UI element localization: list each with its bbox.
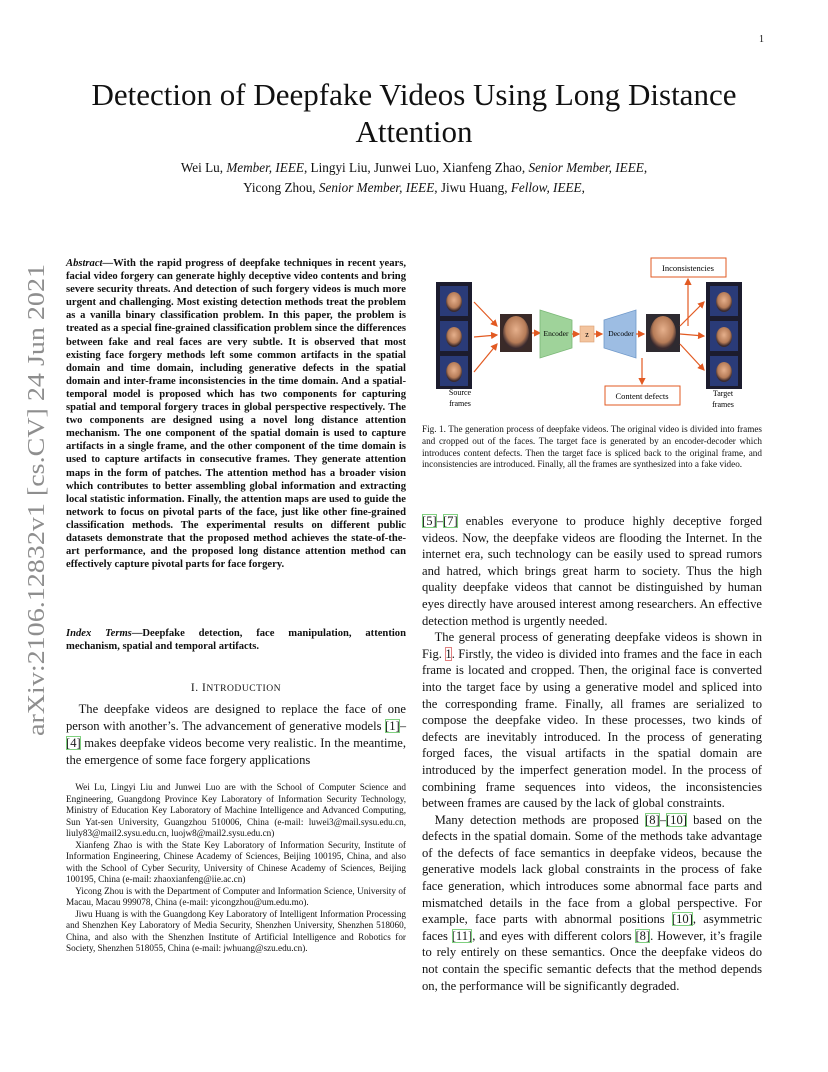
- citation-link[interactable]: [10]: [671, 912, 693, 927]
- author-role: Senior Member, IEEE: [318, 180, 435, 195]
- author-names: Yicong Zhou,: [243, 180, 319, 195]
- citation-link[interactable]: [4]: [66, 736, 81, 750]
- intro-text: The deepfake videos are designed to replace the face of one person with another’s. The advancement of generative models: [66, 702, 406, 733]
- paragraph-text: . Firstly, the video is divided into frames and the face in each frame is located and cropped. Then, the original face is converted into the target face by using a generative model and spliced into the corresponding frame. Finally, all frames are serialized to compose the deepfake video. In these processes, two kinds of defects are inevitably introduced. In the process of generating forged faces, the visual artifacts in the spatial domain are introduced by the imperfect generation model. In the process of combining frame sequences into videos, the inconsistencies between frames are caused by the lack of global constraints.: [422, 646, 762, 811]
- index-terms: [66, 627, 406, 653]
- author-names: ,: [581, 180, 585, 195]
- author-footnotes: [66, 782, 406, 955]
- section-title-first: I: [201, 682, 207, 694]
- paragraph: [422, 812, 762, 995]
- target-frames-label-line2: frames: [712, 400, 734, 409]
- paper-title: Detection of Deepfake Videos Using Long Distance Attention: [91, 77, 737, 149]
- source-filmstrip-icon: [436, 282, 472, 389]
- introduction-paragraph: [66, 701, 406, 769]
- paragraph: [422, 629, 762, 812]
- paragraph: [422, 513, 762, 629]
- author-names: ,: [643, 160, 648, 175]
- citation-link[interactable]: [5]: [422, 514, 437, 528]
- paragraph-text: , and eyes with different colors: [472, 928, 636, 943]
- index-terms-text: —Deepfake detection, face manipulation, attention mechanism, spatial and temporal artifacts.: [66, 628, 406, 653]
- section-title-rest: NTRODUCTION: [206, 683, 282, 694]
- citation-link[interactable]: [8]: [635, 928, 651, 943]
- section-number: I.: [190, 682, 202, 694]
- paragraph-text: . However, it’s fragile to rely entirely on these semantics. Once the deepfake videos do not contain the specific semantic defects that the method depends on, the performance will be significantly degraded.: [422, 928, 762, 993]
- author-role: Member, IEEE: [226, 160, 304, 175]
- section-heading: [66, 682, 406, 695]
- arxiv-stamp-text: arXiv:2106.12832v1 [cs.CV] 24 Jun 2021: [23, 323, 50, 736]
- decoder-label: Decoder: [608, 329, 634, 338]
- footnote: Wei Lu, Lingyi Liu and Junwei Luo are with the School of Computer Science and Engineering, Guangdong Province Key Laboratory of Information Security Technology, Ministry of Education Key Laboratory of Machine Intelligence and Advanced Computing, Sun Yat-sen University, Guangzhou 510006, China (e-mail: luwei3@mail.sysu.edu.cn, liuly83@mail2.sysu.edu.cn, luojw8@mail2.sysu.edu.cn): [66, 782, 406, 838]
- target-filmstrip-icon: [706, 282, 742, 389]
- citation-link[interactable]: [8]: [645, 812, 660, 827]
- figure-caption: Fig. 1. The generation process of deepfake videos. The original video is divided into frames and cropped out of the faces. The target face is generated by an encoder-decoder which introduces content defects. Then the target face is spliced back to the original frame, and inconsistencies are introduced. Finally, all the frames are synthesized into a fake video.: [422, 424, 762, 470]
- author-role: Senior Member, IEEE: [528, 160, 644, 175]
- paragraph-text: Many detection methods are proposed: [434, 812, 645, 827]
- author-names: Wei Lu,: [180, 160, 227, 175]
- intro-text: makes deepfake videos become very realistic. In the meantime, the emergence of some face forgery applications: [66, 736, 406, 767]
- abstract-text: —With the rapid progress of deepfake techniques in recent years, facial video forgery can generate highly deceptive video contents and bring severe security threats. And detection of such forgery videos is much more urgent and challenging. Most existing detection methods treat the problem as a vanilla binary classification problem. In this paper, the problem is treated as a special fine-grained classification problem since the differences between fake and real faces are very subtle. It is observed that most existing face forgery methods left some common artifacts in the spatial domain and time domain, including generative defects in the spatial domain and inter-frame inconsistencies in the time domain. And a spatial-temporal model is proposed which has two components for capturing spatial and temporal forgery traces in global perspective respectively. The two components are designed using a novel long distance attention mechanism. The one component of the spatial domain is used to capture artifacts in a single frame, and the other component of the time domain is used to capture artifacts in consecutive frames. They generate attention maps in the form of patches. The attention method has a broader vision which contributes to better assembling global information and extracting local statistic information. Finally, the attention maps are used to guide the network to focus on pivotal parts of the face, just like other fine-grained classification methods. The experimental results on different public datasets demonstrate that the proposed method achieves the state-of-the-art performance, and the proposed long distance attention method can effectively capture pivotal parts for face forgery.: [66, 258, 406, 571]
- authors-line-2: [40, 180, 788, 196]
- footnote: Jiwu Huang is with the Guangdong Key Laboratory of Intelligent Information Processing and Shenzhen Key Laboratory of Media Security, Shenzhen University, Shenzhen 518060, China, and also with the Shenzhen Institute of Artificial Intelligence and Robotics for Society, Shenzhen 518055, China (e-mail: jwhuang@szu.edu.cn).: [66, 908, 406, 953]
- footnote: Yicong Zhou is with the Department of Computer and Information Science, University of Macau, Macau 999078, China (e-mail: yicongzhou@um.edu.mo).: [66, 885, 406, 907]
- citation-link[interactable]: [7]: [442, 514, 458, 528]
- author-role: Fellow, IEEE: [510, 180, 582, 195]
- dash: –: [436, 514, 443, 528]
- inconsistencies-label: Inconsistencies: [662, 263, 714, 273]
- content-defects-label: Content defects: [615, 391, 669, 401]
- paragraph-text: enables everyone to produce highly deceptive forged videos. Now, the deepfake videos are flooding the Internet. In the internet era, such technology can be easily used to spread rumors and hatred, which brings great harm to society. Thus the high quality deepfake videos that cannot be distinguished by human eyes directly have aroused interest among researchers. An effective detection method is urgently needed.: [422, 514, 762, 628]
- citation-link[interactable]: [10]: [665, 812, 687, 827]
- paragraph-text: based on the defects in the spatial domain. Some of the methods take advantage of the defects of face semantics in deepfake videos, because the generative models lack global constraints in the process of fake face generation, which introduces some abnormal face parts and mismatched details in the face from a global perspective. For example, face parts with abnormal positions: [422, 812, 763, 927]
- cropped-source-face-icon: [500, 314, 532, 352]
- paragraph-text: , asymmetric faces: [422, 912, 762, 943]
- author-names: , Lingyi Liu, Junwei Luo, Xianfeng Zhao,: [303, 160, 529, 175]
- source-frames-label-line2: frames: [449, 399, 471, 408]
- authors-line-1: [40, 160, 788, 176]
- latent-z-label: z: [585, 330, 589, 339]
- generated-target-face-icon: [646, 314, 680, 352]
- figure-deepfake-generation: [424, 252, 764, 420]
- intro-dash: –: [399, 719, 406, 733]
- citation-link[interactable]: [11]: [451, 928, 473, 943]
- right-column-body: [422, 513, 762, 994]
- arxiv-identifier-stamp[interactable]: [10, 262, 54, 740]
- dash: –: [659, 812, 666, 827]
- footnote: Xianfeng Zhao is with the State Key Laboratory of Information Security, Institute of Information Engineering, Chinese Academy of Sciences, Beijing 100195, China, and also with the School of Cyber Security, University of Chinese Academy of Sciences, Beijing 100195, China (e-mail: zhaoxianfeng@iie.ac.cn): [66, 839, 406, 884]
- page-number: 1: [759, 34, 764, 45]
- paragraph-text: The general process of generating deepfake videos is shown in Fig.: [422, 630, 762, 661]
- target-frames-label-line1: Target: [712, 389, 734, 398]
- abstract-label: Abstract: [66, 258, 103, 269]
- encoder-label: Encoder: [543, 329, 569, 338]
- author-names: , Jiwu Huang,: [434, 180, 511, 195]
- abstract: [66, 257, 406, 571]
- citation-link[interactable]: [1]: [385, 719, 400, 733]
- figure-reference-link[interactable]: 1: [445, 646, 452, 661]
- source-frames-label-line1: Source: [448, 388, 472, 397]
- index-terms-label: Index Terms: [66, 628, 132, 639]
